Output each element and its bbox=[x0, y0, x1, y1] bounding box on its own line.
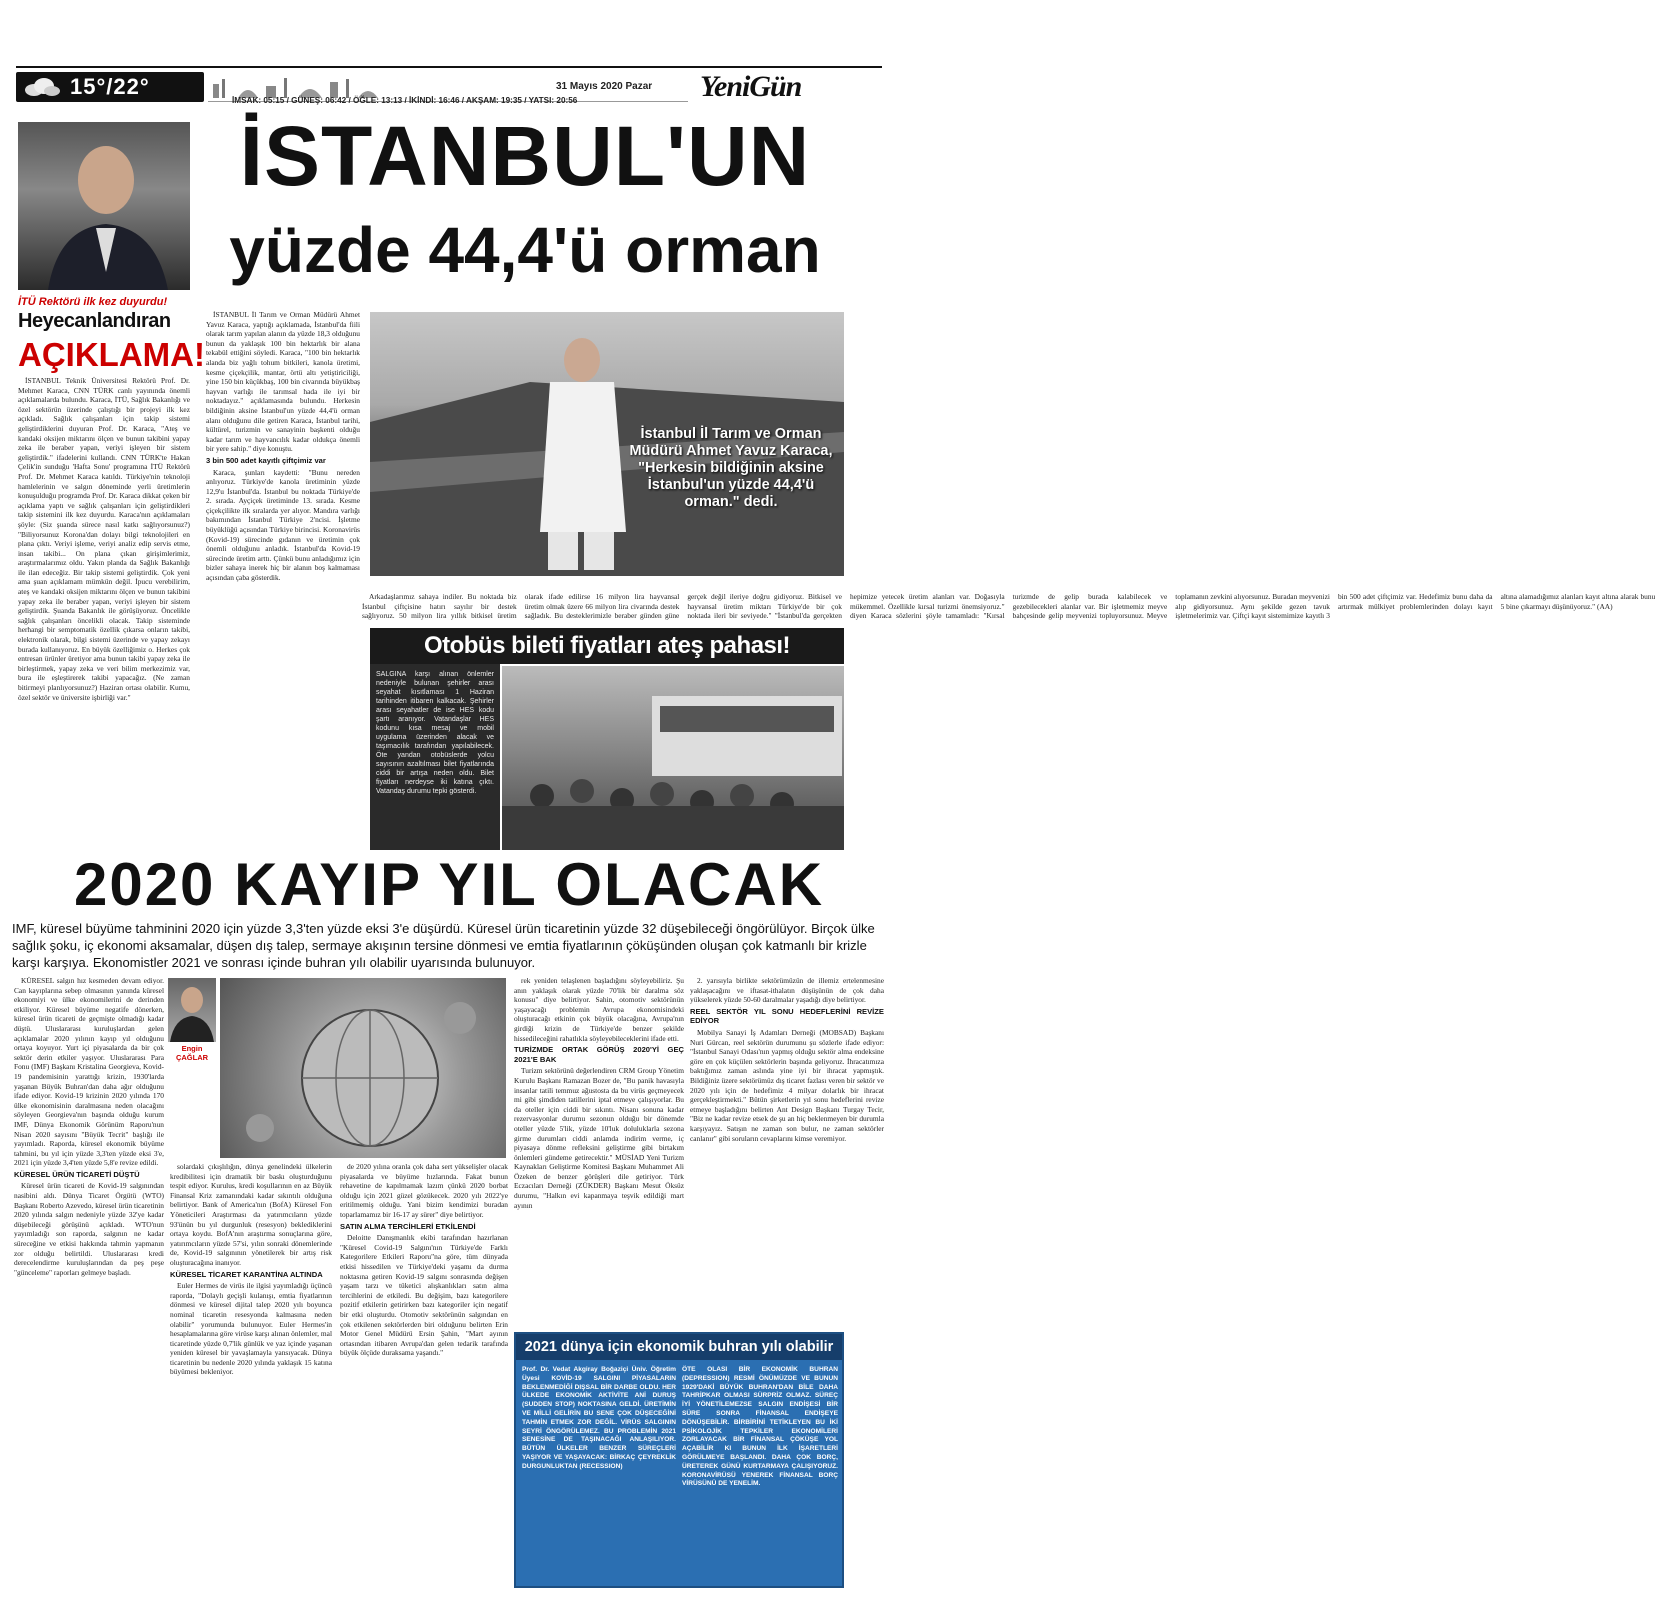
economy-subhead-5: REEL SEKTÖR YIL SONU HEDEFLERİNİ REVİZE EDİYOR bbox=[690, 1006, 884, 1026]
main-col1b-text: Karaca, şunları kaydetti: "Bunu nereden anlıyoruz. Türkiye'de kanola üretiminin yüzde 12,9'u İstanbul'da. İstanbul bu noktada Türkiye'de 2. sırada. Ayçiçek üretiminde 13. sırada. Kesme çiçekçilikte ilk sıralarda yer alıyor. Mandıra varlığı bakımından İstanbul Türkiye 2'ncisi. İşletme büyüklüğü açısından Türkiye birincisi. Koronavirüs (Kovid-19) sürecinde gıdanın ve üretimin çok önemli olduğunu anladık. İstanbul'da Kovid-19 sürecinde üretim arttı. Çünkü bunu anladığımız için bizler sahaya inerek hiç bir alanın boş kalmaması açısından çaba gösterdik. bbox=[206, 467, 360, 583]
person-silhouette bbox=[38, 132, 178, 290]
expert-box bbox=[514, 1332, 844, 1588]
author-name: Engin ÇAĞLAR bbox=[175, 1044, 209, 1062]
economy-col1-text: KÜRESEL salgın hız kesmeden devam ediyor. Can kayıplarına sebep olmasının yanında küresel ekonomiyi ve ülke ekonomilerini de derinden etkiliyor. Küresel büyüme negatife dönerken, küresel ürün ticareti de geçmişte olmadığı kadar düştü. Uluslararası kuruluşlardan gelen açıklamalar 2020 yılının kayıp yıl olduğunu ortaya koyuyor. Yurt içi piyasalarda da bir çok sektör derin etkiler yaşıyor. Uluslararası Para Fonu (IMF) Başkanı Kristalina Georgieva, Kovid-19 pandemisinin yarattığı krizin, 1930'larda yaşanan Büyük Buhran'dan daha ağır olduğunu ifade ediyor. Kovid-19 krizinin 2020 yılında 170 ülke ekonomisinin daralmasına neden olacağını söyleyen Georgieva'nın başında olduğu kurum IMF, Dünya Ekonomik Görünüm Raporu'nun Nisan 2020 sayısını "Büyük Tecrit" başlığı ile yayımladı. Raporda, küresel ekonomik büyüme tahmini, bu yıl için yüzde 3,3'ten yüzde eksi 3'e, 2021 için yüzde 3,4'ten yüzde 5,8'e revize edildi. bbox=[14, 976, 164, 1168]
main-story-col1 bbox=[206, 310, 360, 850]
left-headline-1: Heyecanlandıran bbox=[18, 310, 171, 332]
left-headline-2: AÇIKLAMA! bbox=[18, 336, 205, 373]
globe-money-photo bbox=[220, 978, 506, 1158]
economy-subhead-1: KÜRESEL ÜRÜN TİCARETİ DÜŞTÜ bbox=[14, 1169, 140, 1179]
economy-col1 bbox=[14, 976, 164, 1584]
author-photo bbox=[168, 978, 216, 1042]
main-headline-2: yüzde 44,4'ü orman bbox=[229, 214, 821, 286]
expert-box-left-text: Prof. Dr. Vedat Akgiray Boğaziçi Üniv. Öğretim Üyesi KOVİD-19 SALGINI PİYASALARIN BEKLENMEDİĞİ DIŞSAL BİR DARBE OLDU. HER ÜLKEDE EKONOMİK AKTİVİTE ANİ DURUŞ (SUDDEN STOP) NOKTASINA GELDİ. ÜRETİMİN VE MİLLİ GELİRİN BU SENE ÇOK DÜŞECEĞİNİ TAHMİN ETMEK ZOR DEĞİL. VİRÜS SALGININ SEYRİ ÖNGÖRÜLEMEZ. BU PROBLEMİN 2021 SENESİNE DE TAŞINACAĞI ANLAŞILIYOR. BÜTÜN ÜLKELER BENZER SÜREÇLERİ YAŞIYOR VE YAŞAYACAK: BİRKAÇ ÇEYREKLİK DURGUNLUKTAN (RECESSION) bbox=[522, 1366, 676, 1470]
expert-box-right-text: ÖTE OLASI BİR EKONOMİK BUHRAN (DEPRESSION) RESMİ ÖNÜMÜZDE VE BUNUN 1929'DAKİ BÜYÜK BUHRAN'DAN BİLE DAHA TAHRİPKAR OLMASI SÜRPRİZ OLMAZ. SÜREÇ İYİ YÖNETİLEMEZSE SALGIN ENDİŞESİ BİR SÜRE SONRA FİNANSAL ENDİŞEYE DÖNÜŞEBİLİR. BİRBİRİNİ TETİKLEYEN BU İKİ PSİKOLOJİK TEPKİLER EKONOMİLERİ ZORLAYACAK BİR FİNANSAL ÇÖKÜŞE YOL AÇABİLİR KI BUNUN İLK İŞARETLERİ GÖRÜLMEYE BAŞLANDI. DAHA ÇOK BORÇ, ÜRETEREK GÜNÜ KURTARMAYA ÇALIŞIYORUZ. KORONAVİRÜSÜ YENEREK FİNANSAL BORÇ VİRÜSÜNÜ DE YENELİM. bbox=[682, 1366, 838, 1488]
bus-story-text: SALGINA karşı alınan önlemler nedeniyle bulunan şehirler arası seyahat kısıtlaması 1 Haziran tarihinden itibaren kalkacak. Şehirler arası seyahatler de ise HES kodu şartı aranıyor. Vatandaşlar HES kodunu kısa mesaj ve mobil uygulama üzerinden alacak ve taşımacılık tarafından yapılabilecek. Öte yandan otobüslerde yolcu sayısının azaltılması bilet fiyatlarında ciddi bir artışa neden oldu. Bilet fiyatları nerdeyse iki katına çıktı. Vatandaş durumu tepki gösterdi. bbox=[376, 671, 494, 795]
economy-col2-text: solardaki çıkışlılığın, dünya genelindeki ülkelerin kredibilitesi için dramatik bir baskı oluşturduğunu tespit ediyor. Kurulus, kredi koşullarının en az Büyük Finansal Kriz zamanındaki kadar sıkıntılı olduğuna belirtiyor. Bank of America'nın (BofA) Küresel Fon Yöneticileri Araştırması da yatırımcıların yüzde 93'ünün bu yıl durgunluk (resesyon) beklediklerini ortaya koydu. BofA'nın araştırma sonuçlarına göre, yatırımcıların yüzde 57'si, yılın sonraki dönemlerinde de, Kovid-19 salgınının yönetilerek bir artış risk oluşturacağına inanıyor. bbox=[170, 1162, 332, 1267]
globe-illustration bbox=[220, 978, 506, 1158]
rector-photo bbox=[18, 122, 190, 290]
economy-col1b-text: Küresel ürün ticareti de Kovid-19 salgınından nasibini aldı. Dünya Ticaret Örgütü (WTO) Başkanı Roberto Azevedo, küresel ürün ticaretinin 2020 yılında salgın nedeniyle yüzde 32'ye kadar düşebileceği görüşünü açıkladı. WTO'nun yayımladığı son raporda, salgının ne kadar süreceğine ve etkisi hakkında tahmin yapmanın zor olduğu belirtildi. Uluslararası kredi derecelendirme kuruluşlarından da peş peşe "günceleme" raporları gelmeye başladı. bbox=[14, 1181, 164, 1277]
left-story-text: İSTANBUL Teknik Üniversitesi Rektörü Prof. Dr. Mehmet Karaca, CNN TÜRK canlı yayınında önemli açıklamalarda bulundu. Karaca, İTÜ, Sağlık Bakanlığı ve özel sektörün üzerinde çalıştığı bir projeyi ilk kez açıkladı. Sağlık çalışanları için takip sistemi geliştirdiklerini duyuran Prof. Dr. Karaca, "Ateş ve kandaki oksijen miktarını ölçen ve bunun takibini yapay zeka ile beraber yapan, veriyi işleyen bir sistem geliştirdik." ifadelerini kullandı. CNN TÜRK'te Hakan Çelik'in sunduğu 'Hafta Sonu' programına İTÜ Rektörü Prof. Dr. Mehmet Karaca katıldı. Türkiye'nin teknoloji hamlelerinin ve salgın döneminde yerli üretimlerin konuşulduğu programda Prof. Dr. Karaca dikkat çeken bir açıklama yaptı ve sağlık çalışanları için geliştirdikleri takip sistemini ilk kez duyurdu. Karaca'nın açıklamaları şöyle: (Siz şuanda sürece nasıl katkı sağlıyorsunuz?) "Biliyorsunuz Korona'dan dolayı bilgi teknolojileri en plana çıktı. Veriyi işleme, veriyi analiz edip servis etme, insan takibi... On plana çıkan girişimlerimiz, araştırmalarımız oldu. Yakın planda da Sağlık Bakanlığı ile ilan edeceğiz. Bir takip sistemi geliştirdik. Çok yeni ama şuan açıklamam mümkün değil. İpucu verebilirim, ateş ve kandaki oksijen miktarını ölçen ve bunun takibini yapay zeka ile beraber yapan, veriyi işleyen bir sistem geliştirdik. Şuanda Bakanlık ile görüşüyoruz. Öncelikle sağlık çalışanları öncelikli olacak. Takip sisteminde herhangi bir semptomatik özellik çıkarsa onların takibi, elektronik olarak, bilgi sistemi üzerinde ve yapay zekayı burada kullanıyoruz. En büyük özelliğimiz o. Herkes çok entresan ürünler üretiyor ama bunun takibi yapay zeka ile birleştirmek, yapay zeka ve veri bilim merkezimiz var, bura ile eşleştirerek takibi yapacağız. (Ne zaman bitirmeyi planlıyorsunuz?) Haziran ortası olabilir. Kumu, özel sektör ve üniversite işbirliği var." bbox=[18, 376, 190, 702]
left-kicker: İTÜ Rektörü ilk kez duyurdu! bbox=[18, 296, 168, 308]
bus-headline: Otobüs bileti fiyatları ateş pahası! bbox=[370, 628, 844, 664]
economy-col3 bbox=[340, 1162, 508, 1584]
skyline-icon bbox=[208, 76, 388, 98]
temperature: 15°/22° bbox=[70, 74, 150, 99]
crowd-illustration bbox=[502, 666, 844, 850]
economy-col3-text: de 2020 yılına oranla çok daha sert yükselişler olacak piyasalarda ve büyüme hızlarında. Fakat bunun rehavetine de kapılmamak lazım çünkü 2020 borbat olduğu için 2021 güzel gözükecek. 2020 yılı 2022'ye eritilmemiş olduğu. Yani bizim kendimizi buradan toparlamamız bir 16-17 ay sürer" diye belirtiyor. bbox=[340, 1162, 508, 1219]
main-story-col2 bbox=[362, 592, 1655, 624]
main-headline-1: İSTANBUL'UN bbox=[239, 109, 811, 203]
economy-col2 bbox=[170, 1162, 332, 1584]
economy-col4-text: rek yeniden telaşlenen başladığını söyleyebiliriz. Şu anın yaklaşık olarak yüzde 70'lik bir daralma söz konusu" diye belirtiyor. Sahin, otomotiv sektörünün yaşayacağı problemin Avrupa ekonomisindeki oluşturacağı etkinin çok büyük olacağına, Avrupa'nın girdiği krizin de Türkiye'de benzer şekilde hissedileceğini rahatlıkla söyleyebileceklerini ifade etti. bbox=[514, 976, 684, 1043]
karaca-photo bbox=[370, 312, 844, 576]
economy-subhead-2: KÜRESEL TİCARET KARANTİNA ALTINDA bbox=[170, 1269, 323, 1279]
economy-col4b-text: Turizm sektörünü değerlendiren CRM Group Yönetim Kurulu Başkanı Ramazan Bozer de, "Bu panik havasıyla insanlar tatili temmuz ağustosta da bu virüs geçmeyecek mi gibi şimdiden tatillerini iptal etmeye çalışıyorlar. Bu da oteller için ciddi bir sıkıntı. Nisanı sonuna kadar rezervasyonlar durumu sezonun olduğu bir dönemde oteller yüzde 5'lik, yüzde 10'luk doluluklarla sezona girme durumları ciddi anlamda indirim verme, iç piyasaya dönme refleksini geliştirme gibi birtakım önlemleri gündeme getirecektir." MÜSİAD Yeni Turizm Kaynakları Geliştirme Komitesi Başkanı Muhammet Ali Özeken de benzer görüşleri dile getiriyor. Türk Eczacıları Derneği (ZÜKDER) Başkanı Mesut Öksüz durumu, "Halkın evi kapanmaya teşvik edildiği mart ayının bbox=[514, 1066, 684, 1210]
main-subhead: 3 bin 500 adet kayıtlı çiftçimiz var bbox=[206, 455, 326, 465]
economy-subhead-3: SATIN ALMA TERCİHLERİ ETKİLENDİ bbox=[340, 1221, 476, 1231]
issue-date: 31 Mayıs 2020 Pazar bbox=[556, 81, 653, 92]
bus-story-box bbox=[370, 664, 500, 850]
main-col1-text: İSTANBUL İl Tarım ve Orman Müdürü Ahmet Yavuz Karaca, yaptığı açıklamada, İstanbul'da fiili olarak tarım yapılan alanın da yüzde 18,3 olduğunu bunun da yaklaşık 100 bin hektarlık bir alana tekabül ettiğini söyledi. Karaca, "100 bin hektarlık alanda biz yağlı tohum bitkileri, kanola üretimi, kesme çiçekçilik, mantar, örtü altı yetiştiriciliği, yine 150 bin küçükbaş, 100 bin civarında büyükbaş hayvan varlığı ile tarımsal hada ile iyi bir noktadayız." açıklamasında bulundu. Herkesin bildiğinin aksine İstanbul'un yüzde 44,4'ü orman alanı olduğunu dile getiren Karaca, İstanbul tarihi, kültürel, turizmin ve sanayinin başkenti olduğu kadar tarım ve hayvancılık kadar oldukça önemli bir yere sahip." diye konuştu. bbox=[206, 310, 360, 454]
economy-col4 bbox=[514, 976, 684, 1326]
masthead bbox=[16, 66, 882, 104]
economy-col5 bbox=[690, 976, 884, 1326]
expert-box-left bbox=[522, 1366, 676, 1584]
weather-box bbox=[16, 72, 204, 102]
photo-caption: İstanbul İl Tarım ve Orman Müdürü Ahmet Yavuz Karaca, "Herkesin bildiğinin aksine İstanbul'un yüzde 44,4'ü orman." dedi. bbox=[629, 426, 833, 510]
economy-subhead-4: TURİZMDE ORTAK GÖRÜŞ 2020'Yİ GEÇ 2021'E BAK bbox=[514, 1045, 684, 1064]
economy-deck: IMF, küresel büyüme tahminini 2020 için yüzde 3,3'ten yüzde eksi 3'e düşürdü. Küresel ürün ticaretinin yüzde 32 düşebileceği öngörülüyor. Birçok ülke sağlık şoku, iç ekonomi aksamalar, düşen dış talep, sermaye akışının tersine dönmesi ve emtia fiyatlarının çöküşünden oluşan çok katmanlı bir krizle karşı karşıya. Ekonomistler 2021 ve sonrası içinde buhran yılı olabilir uyarısında bulunuyor. bbox=[12, 921, 875, 970]
prayer-times: İMSAK: 05:15 / GÜNEŞ: 06:42 / ÖĞLE: 13:13 / İKİNDİ: 16:46 / AKŞAM: 19:35 / YATSI: 20:56 bbox=[232, 96, 578, 105]
newspaper-logo: YeniGün bbox=[700, 70, 802, 103]
expert-box-headline: 2021 dünya için ekonomik buhran yılı olabilir bbox=[516, 1334, 842, 1360]
expert-box-right bbox=[682, 1366, 838, 1584]
cloud-icon bbox=[22, 77, 62, 97]
economy-headline: 2020 KAYIP YIL OLACAK bbox=[73, 851, 825, 918]
economy-col2b-text: Euler Hermes de virüs ile ilgisi yayımladığı üçüncü raporda, "Dolaylı geçişli kulanışı, emtia fiyatlarının dönmesi ve küresel dijital talep 2020 yılı boyunca nominal ticaretin resesyonda kalmasına neden olabilir" yorumunda bulunuyor. Euler Hermes'in hesaplamalarına göre virüse karşı alınan önlemler, mal ticaretinde yüzde 0,7'lik günlük ve yaz içinde yaşanan yeniden küresel bir yavaşlamayla yansıyacak. Dünya ticaretinin bu nedenle 2020 yılında yaklaşık 15 katına büyümesi bekleniyor. bbox=[170, 1281, 332, 1377]
left-story-body bbox=[18, 376, 190, 840]
economy-col3b-text: Deloitte Danışmanlık ekibi tarafından hazırlanan "Küresel Covid-19 Salgını'nın Türkiye'de Farklı Kategorilere Etkileri Raporu"na göre, tüm dünyada etkisi hissedilen ve Türkiye'deki yaşamı da durma noktasına getiren Kovid-19 salgını sonrasında değişen yaşam tarzı ve tüketici alışkanlıkları satın alma tercihlerini de etkiledi. Bu değişim, bazı kategorilere pozitif etkilerin getirirken bazı kategoriler için negatif bir etki oluşturdu. Otomotiv sektörünün salgından en çok etkilenen sektörlerden biri olduğunu belirten Erin Motor Genel Müdürü Ersin Şahin, "Mart ayının ortasından itibaren Avrupa'dan gelen tedarik tarafında büyük ölçüde duraksama yaşandı." bbox=[340, 1233, 508, 1358]
author-silhouette bbox=[168, 978, 216, 1042]
main-col2-text: Arkadaşlarımız sahaya indiler. Bu noktada biz İstanbul çiftçisine hatırı sayılır bir destek sağlıyoruz. 50 milyon lira yıllık bitkisel üretim olarak ifade edilirse 16 milyon lira hayvansal üretim olmak üzere 66 milyon lira civarında destek sağladık. Bu desteklerimizle beraber günden güne gerçek değil ileriye doğru gidiyoruz. Bitkisel ve hayvansal üretim miktarı Türkiye'de bir çok noktada ileri bir seviyede." "İstanbul'da gerçekten hepimize yetecek üretim alanları var. Doğasıyla mükemmel. Özellikle kırsal turizmi önemsiyoruz." diyen Karaca sözlerini şöyle tamamladı: "Kırsal turizmde de gelip burada kalabilecek ve gezebilecekleri alanlar var. Bir işletmemiz meyve bahçesinde gelip meyvenizi topluyorsunuz. Meyve toplamanın zevkini alıyorsunuz. Buradan meyvenizi alıp gidiyorsunuz. Aynı şekilde gezen tavuk işletmelerimiz var. Çiftçi kayıt sistemimize kayıtlı 3 bin 500 adet çiftçimiz var. Hedefimiz bunu daha da artırmak mülkiyet problemlerinden dolayı kayıt altına alamadığımız alanları kayıt altına alarak bunu 5 bine çıkarmayı düşünüyoruz." (AA) bbox=[362, 592, 1655, 621]
economy-col5b-text: Mobilya Sanayi İş Adamları Derneği (MOBSAD) Başkanı Nuri Gürcan, reel sektörün durumunu şu sözlerle ifade ediyor: "İstanbul Sanayi Odası'nın yapmış olduğu sektör alma endeksine göre en çok küçülen sektörlerin başında geliyoruz. İhracatımıza baktığımız zaman aslında yine iyi bir ihracat yapmıştık. Bildiğiniz üzere sektörümüz dış ticaret fazlası veren bir sektör ve 2020 yılı için de hedefimiz 4 milyar dolarlık bir ihracat gerçekleştirmekti." Bütün şirketlerin yıl sonu hedeflerini revize etmeye başladığını belirten Ant Design Başkanı Turgay Tecir, "Biz ne kadar revize etsek de şu an hiç beklenmeyen bir durumla karşıyayız. Satışın ne zaman son bulur, ne zaman sektörler canlanır" gibi soruların cevaplarını kimse veremiyor. bbox=[690, 1027, 884, 1143]
bus-station-photo bbox=[502, 666, 844, 850]
economy-col5-text: 2. yarısıyla birlikte sektörümüzün de illemiz ertelenmesine yaklaşacağını ve iftasat-ithalatın düşüşünün de çok daha yükselerek yüzde 50-60 daralmalar yaşadığı diye belirtiyor. bbox=[690, 976, 884, 1005]
